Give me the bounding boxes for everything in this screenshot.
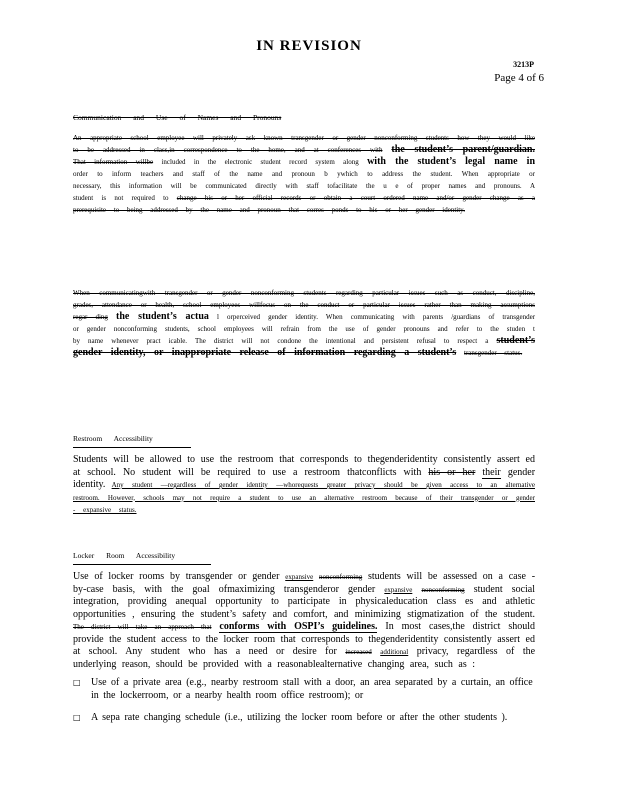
inserted-text-small: Any student —regardless of gender identity —whorequests greater privacy should be given access to an alternative restroom. However, schools may not require a student to use an alternative restroom because of their transgender or gender - expansive status.: [73, 481, 535, 514]
deleted-text: increased: [345, 648, 372, 656]
locker-room-paragraph: [73, 571, 535, 671]
inserted-text: additional: [380, 648, 409, 656]
body-text: students will be assessed on a case -by-case basis, with the goal ofmaximizing transgenderor gender: [73, 571, 536, 595]
deleted-text: The district will take an approach that: [73, 623, 212, 631]
body-text: l orperceived gender identity. When communicating with parents /guardians of transgender or gender nonconforming students, school employees will refrain from the use of gender pronouns and refer to the studen t by name whenever pract icable. The district will not condone the intentional and persistent refusal to respect a: [73, 313, 536, 345]
restroom-section: [73, 428, 535, 517]
deleted-text: transgender status.: [464, 349, 523, 357]
section-heading-restroom: Restroom Accessibility: [73, 434, 153, 443]
heading-underline: [73, 545, 211, 565]
policy-code: 3213P: [513, 60, 534, 69]
deleted-text: nonconforming: [421, 585, 465, 594]
body-text: privacy, regardless of the underlying reason, should be provided with a reasonablealternative changing area, such as :: [73, 646, 536, 670]
inserted-text: expansive: [384, 585, 413, 594]
deleted-text: An appropriate school employee will privately ask known transgender or gender nonconforming students how they would like to be addressed in class,in correspondence to the home, and at conferences with: [73, 134, 535, 154]
bullet-item-separate-schedule: [73, 712, 535, 725]
body-text-bold: with the student’s legal name in: [367, 156, 536, 167]
deleted-text-bold: the student’s parent/guardian.: [391, 144, 535, 155]
communication-paragraph-2: [73, 287, 535, 359]
section-heading-locker-room: Locker Room Accessibility: [73, 551, 176, 560]
page-number: Page 4 of 6: [494, 72, 544, 84]
body-text: Use of locker rooms by transgender or gender: [73, 571, 280, 582]
body-text: gender identity.: [73, 466, 536, 490]
bullet-text: A sepa rate changing schedule (i.e., utilizing the locker room before or after the other students ).: [91, 712, 508, 723]
inserted-text: their: [482, 466, 501, 478]
page-title: IN REVISION: [256, 38, 362, 54]
communication-section: [73, 113, 535, 216]
restroom-paragraph: [73, 454, 535, 517]
deleted-text: his or her: [428, 466, 476, 478]
deleted-text: change his or her official records or obtain a court ordered name and/or gender change as a prerequisite to being addressed by the name and pronoun that corres ponds to his or her gender identity.: [73, 194, 536, 214]
body-text: Students will be allowed to use the restroom that corresponds to thegenderidentity consistently assert ed at school. No student will be required to use a restroom thatconflicts with: [73, 454, 535, 478]
deleted-text: nonconforming: [319, 573, 363, 581]
section-heading-communication: Communication and Use of Names and Pronouns: [73, 113, 282, 122]
communication-section-2: [73, 287, 535, 359]
inserted-text-bold: conforms with OSPI’s guidelines.: [219, 621, 378, 632]
communication-paragraph-1: [73, 132, 535, 216]
bullet-item-private-area: [73, 677, 535, 702]
body-text: In most cases,the district should provide the student access to the locker room that corresponds to thegenderidentity consistently assert ed at school. Any student who has a need or desire for: [73, 621, 536, 657]
inserted-text: expansive: [285, 573, 314, 581]
deleted-text: When communicatingwith transgender or gender nonconforming students regarding particular issues such as conduct, discipline, grades, attendance or health, school employees willfocus on the conduct or particular issues rather than making assumptions regar ding: [73, 289, 535, 321]
heading-underline: [73, 428, 191, 448]
body-text-bold: the student’s actua: [116, 311, 209, 322]
body-text: student social integration, providing anequal opportunity to participate in physicaleducation class es and athletic opportunities , ensuring the student’s safety and comfort, and minimizing stigmatization of the student.: [73, 583, 536, 620]
deleted-text: That information willbe: [73, 158, 154, 166]
body-text: included in the electronic student record system along: [161, 158, 359, 166]
deleted-text-bold: student’s gender identity, or inappropriate release of information regarding a student’s: [73, 335, 536, 358]
bullet-text: Use of a private area (e.g., nearby restroom stall with a door, an area separated by a curtain, an office in the lockerroom, or a nearby health room office restroom); or: [91, 677, 533, 701]
body-text: order to inform teachers and staff of the name and pronoun b ywhich to address the student. When appropriate or necessary, this information will be communicated directly with staff tofacilitate the u e of proper names and pronouns. A student is not required to: [73, 170, 535, 202]
bullet-icon: □: [73, 678, 81, 687]
bullet-icon: □: [73, 713, 81, 722]
locker-room-section: [73, 545, 535, 725]
